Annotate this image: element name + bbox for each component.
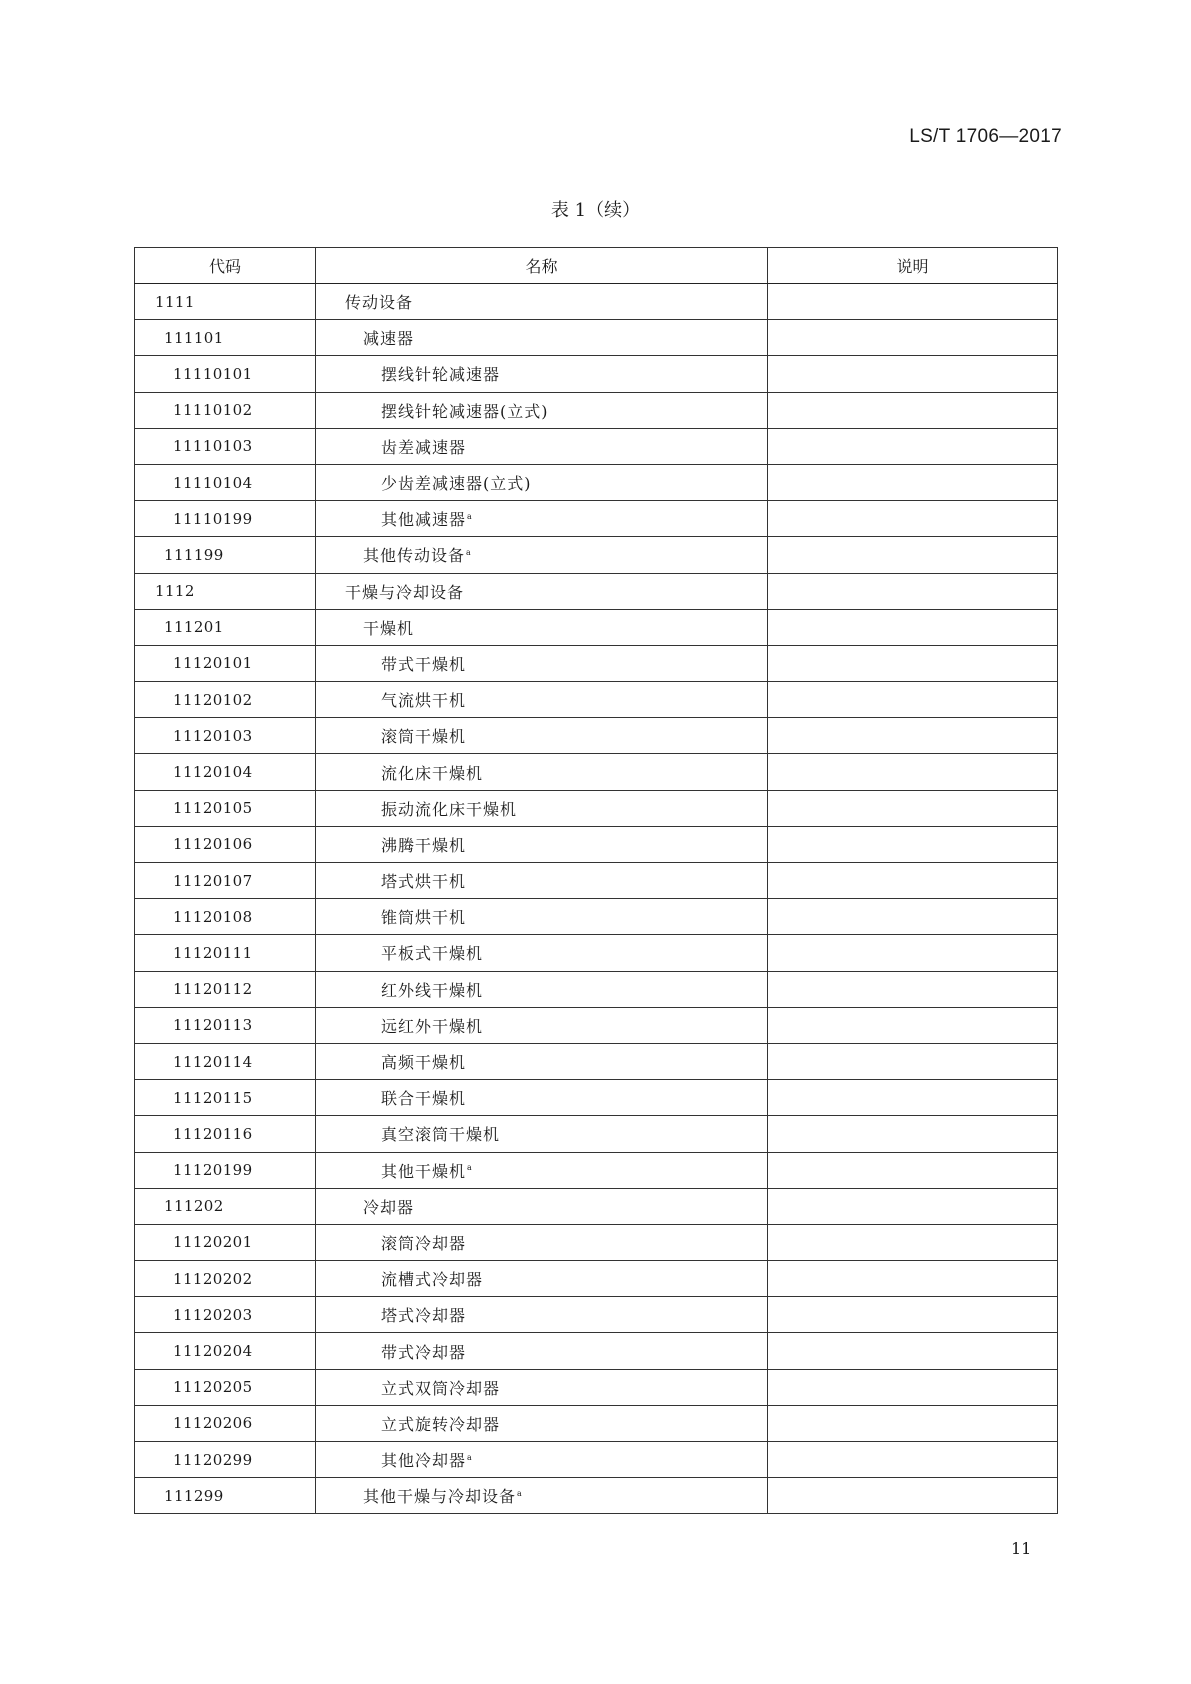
table-row <box>135 501 1058 537</box>
name-cell <box>316 1333 768 1369</box>
code-cell: 1111 <box>135 284 316 320</box>
name-text: 冷却器 <box>363 1197 415 1217</box>
name-cell <box>316 935 768 971</box>
name-cell <box>316 1478 768 1514</box>
column-header-code: 代码 <box>135 248 316 284</box>
description-cell <box>768 392 1058 428</box>
name-cell <box>316 537 768 573</box>
code-cell: 11110102 <box>135 392 316 428</box>
table-row <box>135 392 1058 428</box>
code-cell: 11120204 <box>135 1333 316 1369</box>
table-row <box>135 790 1058 826</box>
name-text: 流化床干燥机 <box>381 763 484 783</box>
description-cell <box>768 1405 1058 1441</box>
name-text: 联合干燥机 <box>381 1089 467 1109</box>
table-row <box>135 1442 1058 1478</box>
table-row <box>135 1478 1058 1514</box>
code-cell: 111101 <box>135 320 316 356</box>
name-cell <box>316 754 768 790</box>
description-cell <box>768 1261 1058 1297</box>
table-row <box>135 863 1058 899</box>
name-cell <box>316 1152 768 1188</box>
table-row <box>135 754 1058 790</box>
code-cell: 11120114 <box>135 1043 316 1079</box>
table-row <box>135 1369 1058 1405</box>
description-cell <box>768 863 1058 899</box>
code-cell: 11120103 <box>135 718 316 754</box>
column-header-description: 说明 <box>768 248 1058 284</box>
name-cell <box>316 899 768 935</box>
name-text: 其他干燥机 <box>381 1161 467 1181</box>
standard-number: LS/T 1706—2017 <box>909 126 1062 147</box>
table-row <box>135 1080 1058 1116</box>
table-row <box>135 1261 1058 1297</box>
code-cell: 111201 <box>135 609 316 645</box>
table-row <box>135 1043 1058 1079</box>
footnote-marker: a <box>466 548 472 558</box>
name-text: 齿差减速器 <box>381 437 467 457</box>
table-row <box>135 718 1058 754</box>
code-cell: 11120105 <box>135 790 316 826</box>
table-row <box>135 284 1058 320</box>
footnote-marker: a <box>467 1163 473 1173</box>
description-cell <box>768 682 1058 718</box>
name-text: 沸腾干燥机 <box>381 835 467 855</box>
code-cell: 11120112 <box>135 971 316 1007</box>
table-row <box>135 645 1058 681</box>
table-row <box>135 320 1058 356</box>
description-cell <box>768 1224 1058 1260</box>
description-cell <box>768 428 1058 464</box>
code-cell: 11120104 <box>135 754 316 790</box>
name-cell <box>316 1116 768 1152</box>
name-cell <box>316 1224 768 1260</box>
code-cell: 11120113 <box>135 1007 316 1043</box>
name-cell <box>316 392 768 428</box>
description-cell <box>768 1442 1058 1478</box>
description-cell <box>768 971 1058 1007</box>
code-cell: 11110101 <box>135 356 316 392</box>
code-cell: 11120107 <box>135 863 316 899</box>
name-cell <box>316 863 768 899</box>
name-text: 立式旋转冷却器 <box>381 1414 501 1434</box>
name-cell <box>316 356 768 392</box>
page-number: 11 <box>1011 1539 1032 1558</box>
name-text: 摆线针轮减速器(立式) <box>381 401 549 421</box>
name-text: 塔式冷却器 <box>381 1306 467 1326</box>
description-cell <box>768 1116 1058 1152</box>
table-row <box>135 428 1058 464</box>
description-cell <box>768 609 1058 645</box>
name-cell <box>316 1405 768 1441</box>
name-cell <box>316 1007 768 1043</box>
name-cell <box>316 1261 768 1297</box>
name-text: 滚筒冷却器 <box>381 1233 467 1253</box>
code-cell: 11110103 <box>135 428 316 464</box>
name-text: 流槽式冷却器 <box>381 1270 484 1290</box>
name-cell <box>316 284 768 320</box>
code-cell: 11120102 <box>135 682 316 718</box>
description-cell <box>768 1152 1058 1188</box>
description-cell <box>768 645 1058 681</box>
description-cell <box>768 573 1058 609</box>
description-cell <box>768 1043 1058 1079</box>
name-cell <box>316 464 768 500</box>
table-row <box>135 1297 1058 1333</box>
description-cell <box>768 1333 1058 1369</box>
code-cell: 11120106 <box>135 826 316 862</box>
code-cell: 11110199 <box>135 501 316 537</box>
code-cell: 11120202 <box>135 1261 316 1297</box>
description-cell <box>768 790 1058 826</box>
name-cell <box>316 1188 768 1224</box>
description-cell <box>768 356 1058 392</box>
name-text: 带式干燥机 <box>381 654 467 674</box>
description-cell <box>768 1297 1058 1333</box>
description-cell <box>768 1478 1058 1514</box>
name-text: 传动设备 <box>345 293 414 313</box>
table-row <box>135 1152 1058 1188</box>
name-cell <box>316 718 768 754</box>
name-cell <box>316 1442 768 1478</box>
name-text: 其他冷却器 <box>381 1451 467 1471</box>
name-cell <box>316 682 768 718</box>
equipment-code-table <box>134 247 1058 1514</box>
name-cell <box>316 501 768 537</box>
name-cell <box>316 790 768 826</box>
description-cell <box>768 1007 1058 1043</box>
table-row <box>135 682 1058 718</box>
name-text: 减速器 <box>363 329 415 349</box>
name-cell <box>316 1369 768 1405</box>
table-row <box>135 935 1058 971</box>
table-row <box>135 537 1058 573</box>
description-cell <box>768 899 1058 935</box>
description-cell <box>768 1080 1058 1116</box>
name-text: 高频干燥机 <box>381 1053 467 1073</box>
code-cell: 111202 <box>135 1188 316 1224</box>
code-cell: 11120203 <box>135 1297 316 1333</box>
code-cell: 11120201 <box>135 1224 316 1260</box>
code-cell: 11120115 <box>135 1080 316 1116</box>
name-cell <box>316 826 768 862</box>
code-cell: 11120205 <box>135 1369 316 1405</box>
name-text: 少齿差减速器(立式) <box>381 474 532 494</box>
table-body <box>135 284 1058 1514</box>
table-row <box>135 573 1058 609</box>
table-row <box>135 1224 1058 1260</box>
name-text: 其他减速器 <box>381 510 467 530</box>
name-cell <box>316 1080 768 1116</box>
name-text: 红外线干燥机 <box>381 980 484 1000</box>
code-cell: 11120116 <box>135 1116 316 1152</box>
code-cell: 1112 <box>135 573 316 609</box>
table-row <box>135 356 1058 392</box>
table-row <box>135 1188 1058 1224</box>
name-text: 塔式烘干机 <box>381 872 467 892</box>
description-cell <box>768 537 1058 573</box>
description-cell <box>768 1369 1058 1405</box>
code-cell: 111299 <box>135 1478 316 1514</box>
name-cell <box>316 1043 768 1079</box>
table-row <box>135 1007 1058 1043</box>
description-cell <box>768 826 1058 862</box>
name-cell <box>316 645 768 681</box>
name-text: 其他传动设备 <box>363 546 466 566</box>
table-row <box>135 1333 1058 1369</box>
footnote-marker: a <box>467 1452 473 1462</box>
code-cell: 11110104 <box>135 464 316 500</box>
description-cell <box>768 501 1058 537</box>
code-cell: 11120108 <box>135 899 316 935</box>
code-cell: 11120111 <box>135 935 316 971</box>
name-text: 锥筒烘干机 <box>381 908 467 928</box>
code-cell: 11120199 <box>135 1152 316 1188</box>
name-text: 摆线针轮减速器 <box>381 365 501 385</box>
name-text: 气流烘干机 <box>381 691 467 711</box>
description-cell <box>768 754 1058 790</box>
code-cell: 11120206 <box>135 1405 316 1441</box>
column-header-name: 名称 <box>316 248 768 284</box>
footnote-marker: a <box>517 1488 523 1498</box>
name-text: 振动流化床干燥机 <box>381 799 518 819</box>
name-text: 滚筒干燥机 <box>381 727 467 747</box>
description-cell <box>768 284 1058 320</box>
code-cell: 111199 <box>135 537 316 573</box>
description-cell <box>768 1188 1058 1224</box>
name-cell <box>316 609 768 645</box>
name-text: 远红外干燥机 <box>381 1016 484 1036</box>
table-row <box>135 971 1058 1007</box>
description-cell <box>768 320 1058 356</box>
table-row <box>135 1116 1058 1152</box>
name-text: 立式双筒冷却器 <box>381 1378 501 1398</box>
name-cell <box>316 428 768 464</box>
name-cell <box>316 320 768 356</box>
name-cell <box>316 1297 768 1333</box>
code-cell: 11120101 <box>135 645 316 681</box>
name-text: 带式冷却器 <box>381 1342 467 1362</box>
name-text: 真空滚筒干燥机 <box>381 1125 501 1145</box>
name-cell <box>316 971 768 1007</box>
table-title: 表 1（续） <box>550 200 641 221</box>
description-cell <box>768 718 1058 754</box>
description-cell <box>768 935 1058 971</box>
description-cell <box>768 464 1058 500</box>
name-text: 其他干燥与冷却设备 <box>363 1487 517 1507</box>
name-cell <box>316 573 768 609</box>
table-row <box>135 899 1058 935</box>
table-row <box>135 1405 1058 1441</box>
name-text: 干燥与冷却设备 <box>345 582 465 602</box>
name-text: 干燥机 <box>363 618 415 638</box>
table-header-row <box>135 248 1058 284</box>
table-row <box>135 464 1058 500</box>
table-row <box>135 609 1058 645</box>
code-cell: 11120299 <box>135 1442 316 1478</box>
table-row <box>135 826 1058 862</box>
name-text: 平板式干燥机 <box>381 944 484 964</box>
footnote-marker: a <box>467 511 473 521</box>
